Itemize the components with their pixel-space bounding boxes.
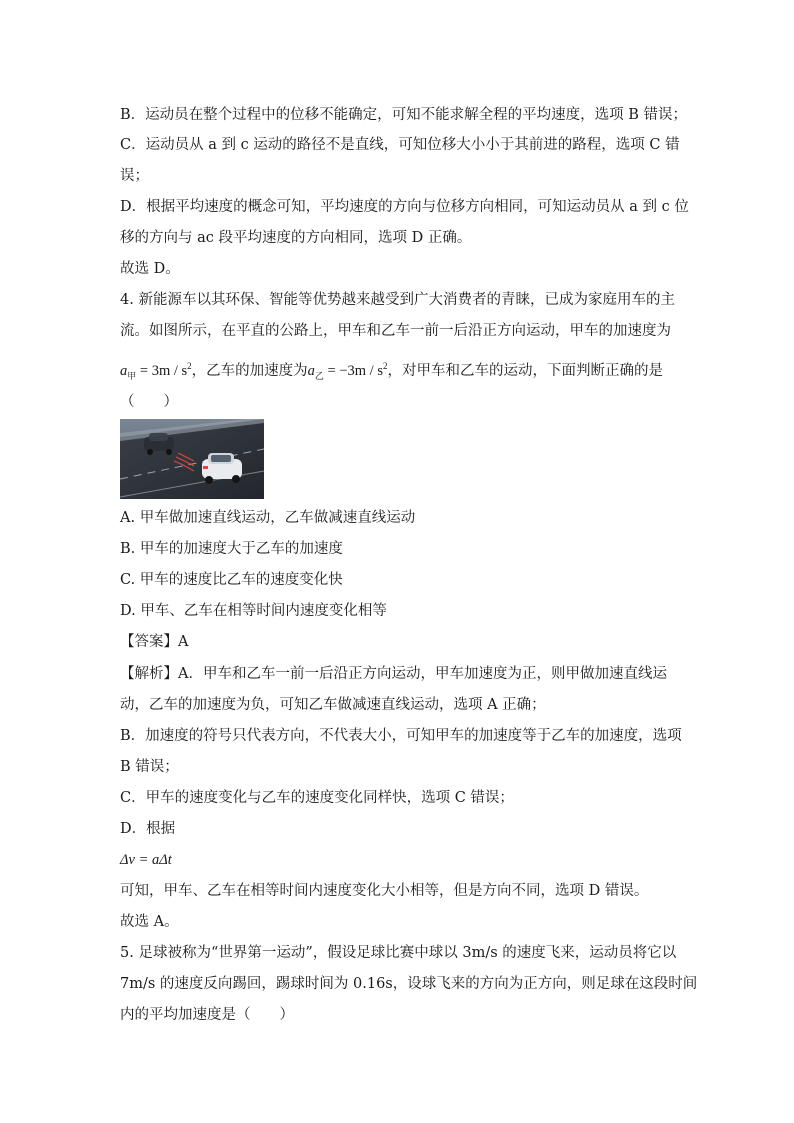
exponent: 2 xyxy=(382,361,388,371)
analysis-line: B．加速度的符号只代表方向，不代表大小，可知甲车的加速度等于乙车的加速度，选项 xyxy=(120,728,682,744)
text-fragment: ，乙车的加速度为 xyxy=(191,362,308,379)
a-yi-symbol: $a_乙$ xyxy=(307,362,324,381)
analysis-line: D．根据 xyxy=(120,821,176,837)
question-4-line: 4. 新能源车以其环保、智能等优势越来越受到广大消费者的青睐，已成为家庭用车的主 xyxy=(120,292,675,308)
text-line: 移的方向与 ac 段平均速度的方向相同，选项 D 正确。 xyxy=(120,230,472,246)
question-5-line: 7m/s 的速度反向踢回，踢球时间为 0.16s，设球飞来的方向为正方向，则足球在这段时间 xyxy=(120,976,698,992)
option-a: A. 甲车做加速直线运动，乙车做减速直线运动 xyxy=(120,510,416,526)
text-line: B．运动员在整个过程中的位移不能确定，可知不能求解全程的平均速度，选项 B 错误； xyxy=(120,107,688,123)
question-5-line: 5. 足球被称为“世界第一运动”，假设足球比赛中球以 3m/s 的速度飞来，运动员将它以 xyxy=(120,945,677,961)
a-jia-symbol: $a_甲$ xyxy=(120,362,137,381)
text-line: D．根据平均速度的概念可知，平均速度的方向与位移方向相同，可知运动员从 a 到 c 位 xyxy=(120,199,689,215)
option-d: D. 甲车、乙车在相等时间内速度变化相等 xyxy=(120,603,387,619)
analysis-line: C．甲车的速度变化与乙车的速度变化同样快，选项 C 错误； xyxy=(120,790,514,806)
a-jia-value: = 3m / s xyxy=(136,362,188,379)
cars-illustration xyxy=(120,419,264,499)
analysis-line: 故选 A。 xyxy=(120,914,179,930)
analysis-line: 可知，甲车、乙车在相等时间内速度变化大小相等，但是方向不同，选项 D 错误。 xyxy=(120,883,649,899)
answer-blank: （ ） xyxy=(120,394,178,410)
cars-on-road-image xyxy=(120,419,264,499)
text-line: C．运动员从 a 到 c 运动的路径不是直线，可知位移大小小于其前进的路程，选项 C 错 xyxy=(120,137,680,153)
analysis-line: B 错误； xyxy=(120,759,179,775)
answer-line: 【答案】A xyxy=(120,634,189,650)
text-line: 误； xyxy=(120,168,149,184)
question-4-line: 流。如图所示，在平直的公路上，甲车和乙车一前一后沿正方向运动，甲车的加速度为 xyxy=(120,323,671,339)
option-b: B. 甲车的加速度大于乙车的加速度 xyxy=(120,541,343,557)
delta-v-formula: Δv = aΔt xyxy=(120,852,172,868)
a-yi-value: = −3m / s xyxy=(323,362,383,379)
analysis-line: 【解析】A．甲车和乙车一前一后沿正方向运动，甲车加速度为正，则甲做加速直线运 xyxy=(120,666,667,682)
question-5-line: 内的平均加速度是（ ） xyxy=(120,1007,294,1023)
analysis-line: 动，乙车的加速度为负，可知乙车做减速直线运动，选项 A 正确； xyxy=(120,697,546,713)
exponent: 2 xyxy=(187,361,192,371)
option-c: C. 甲车的速度比乙车的速度变化快 xyxy=(120,572,343,588)
acceleration-formula-line xyxy=(120,356,663,386)
text-line: 故选 D。 xyxy=(120,261,180,277)
text-fragment: ，对甲车和乙车的运动，下面判断正确的是 xyxy=(387,362,663,379)
